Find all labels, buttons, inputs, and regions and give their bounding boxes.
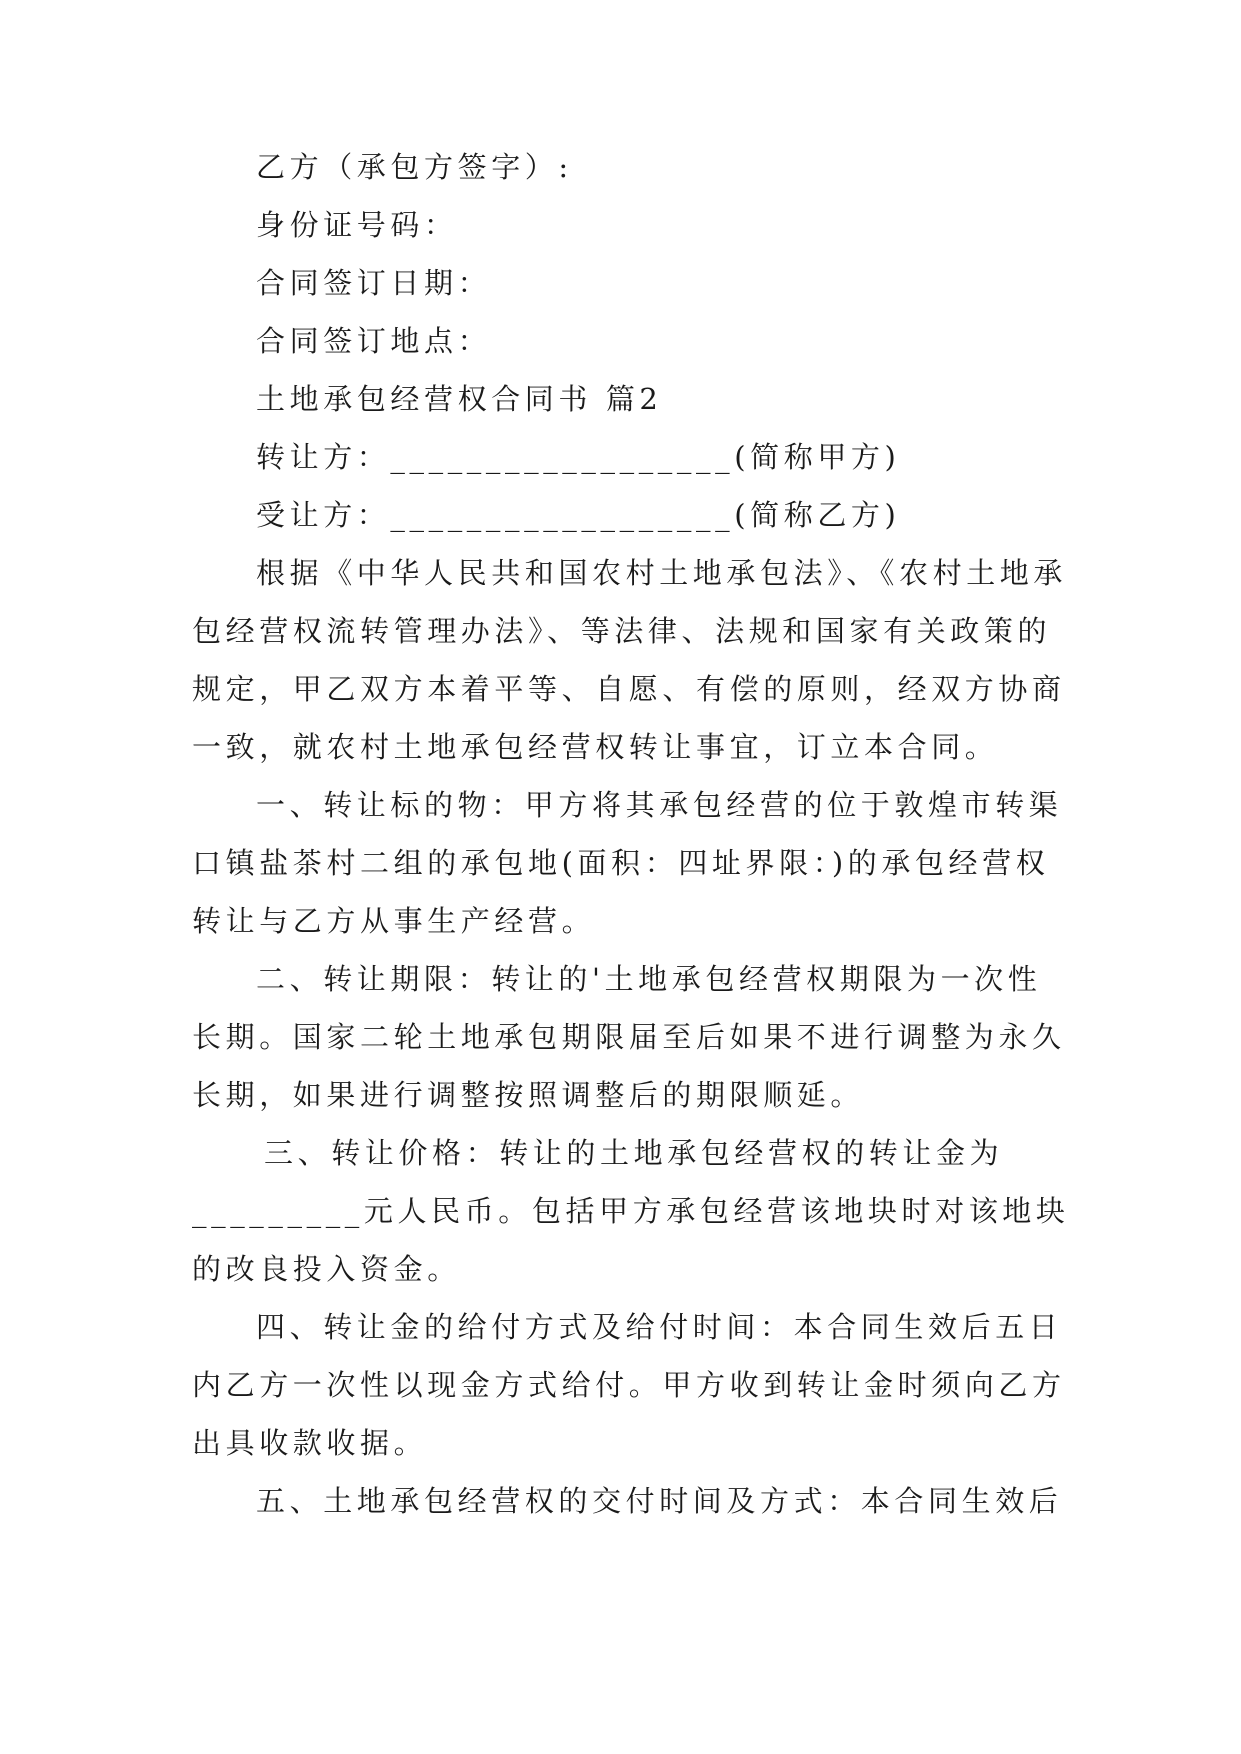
transferee-line: 受让方：__________________(简称乙方) — [256, 498, 901, 532]
party-b-signature-line: 乙方（承包方签字）: — [256, 150, 573, 184]
clause-3-line: _________元人民币。包括甲方承包经营该地块时对该地块 — [192, 1194, 1070, 1228]
clause-1-line: 转让与乙方从事生产经营。 — [192, 904, 596, 938]
preamble-line: 一致，就农村土地承包经营权转让事宜，订立本合同。 — [192, 730, 999, 764]
clause-3-line: 三、转让价格：转让的土地承包经营权的转让金为 — [264, 1136, 1004, 1170]
preamble-line: 根据《中华人民共和国农村土地承包法》、《农村土地承 — [256, 556, 1068, 590]
clause-4-line: 内乙方一次性以现金方式给付。甲方收到转让金时须向乙方 — [192, 1368, 1066, 1402]
clause-4-line: 四、转让金的给付方式及给付时间：本合同生效后五日 — [256, 1310, 1063, 1344]
clause-4-line: 出具收款收据。 — [192, 1426, 428, 1460]
clause-2-line: 长期，如果进行调整按照调整后的期限顺延。 — [192, 1078, 865, 1112]
signing-place-line: 合同签订地点： — [256, 324, 492, 358]
clause-1-line: 一、转让标的物：甲方将其承包经营的位于敦煌市转渠 — [256, 788, 1063, 822]
clause-3-line: 的改良投入资金。 — [192, 1252, 461, 1286]
clause-1-line: 口镇盐茶村二组的承包地(面积：四址界限：)的承包经营权 — [192, 846, 1050, 880]
preamble-line: 规定，甲乙双方本着平等、自愿、有偿的原则，经双方协商 — [192, 672, 1066, 706]
signing-date-line: 合同签订日期： — [256, 266, 492, 300]
clause-5-line: 五、土地承包经营权的交付时间及方式：本合同生效后 — [256, 1484, 1063, 1518]
section-heading: 土地承包经营权合同书 篇2 — [256, 382, 663, 416]
transferor-line: 转让方：__________________(简称甲方) — [256, 440, 901, 474]
id-number-line: 身份证号码： — [256, 208, 458, 242]
document-body — [192, 138, 1070, 1530]
clause-2-line: 二、转让期限：转让的'土地承包经营权期限为一次性 — [256, 962, 1042, 996]
clause-2-line: 长期。国家二轮土地承包期限届至后如果不进行调整为永久 — [192, 1020, 1066, 1054]
preamble-line: 包经营权流转管理办法》、等法律、法规和国家有关政策的 — [192, 614, 1052, 648]
